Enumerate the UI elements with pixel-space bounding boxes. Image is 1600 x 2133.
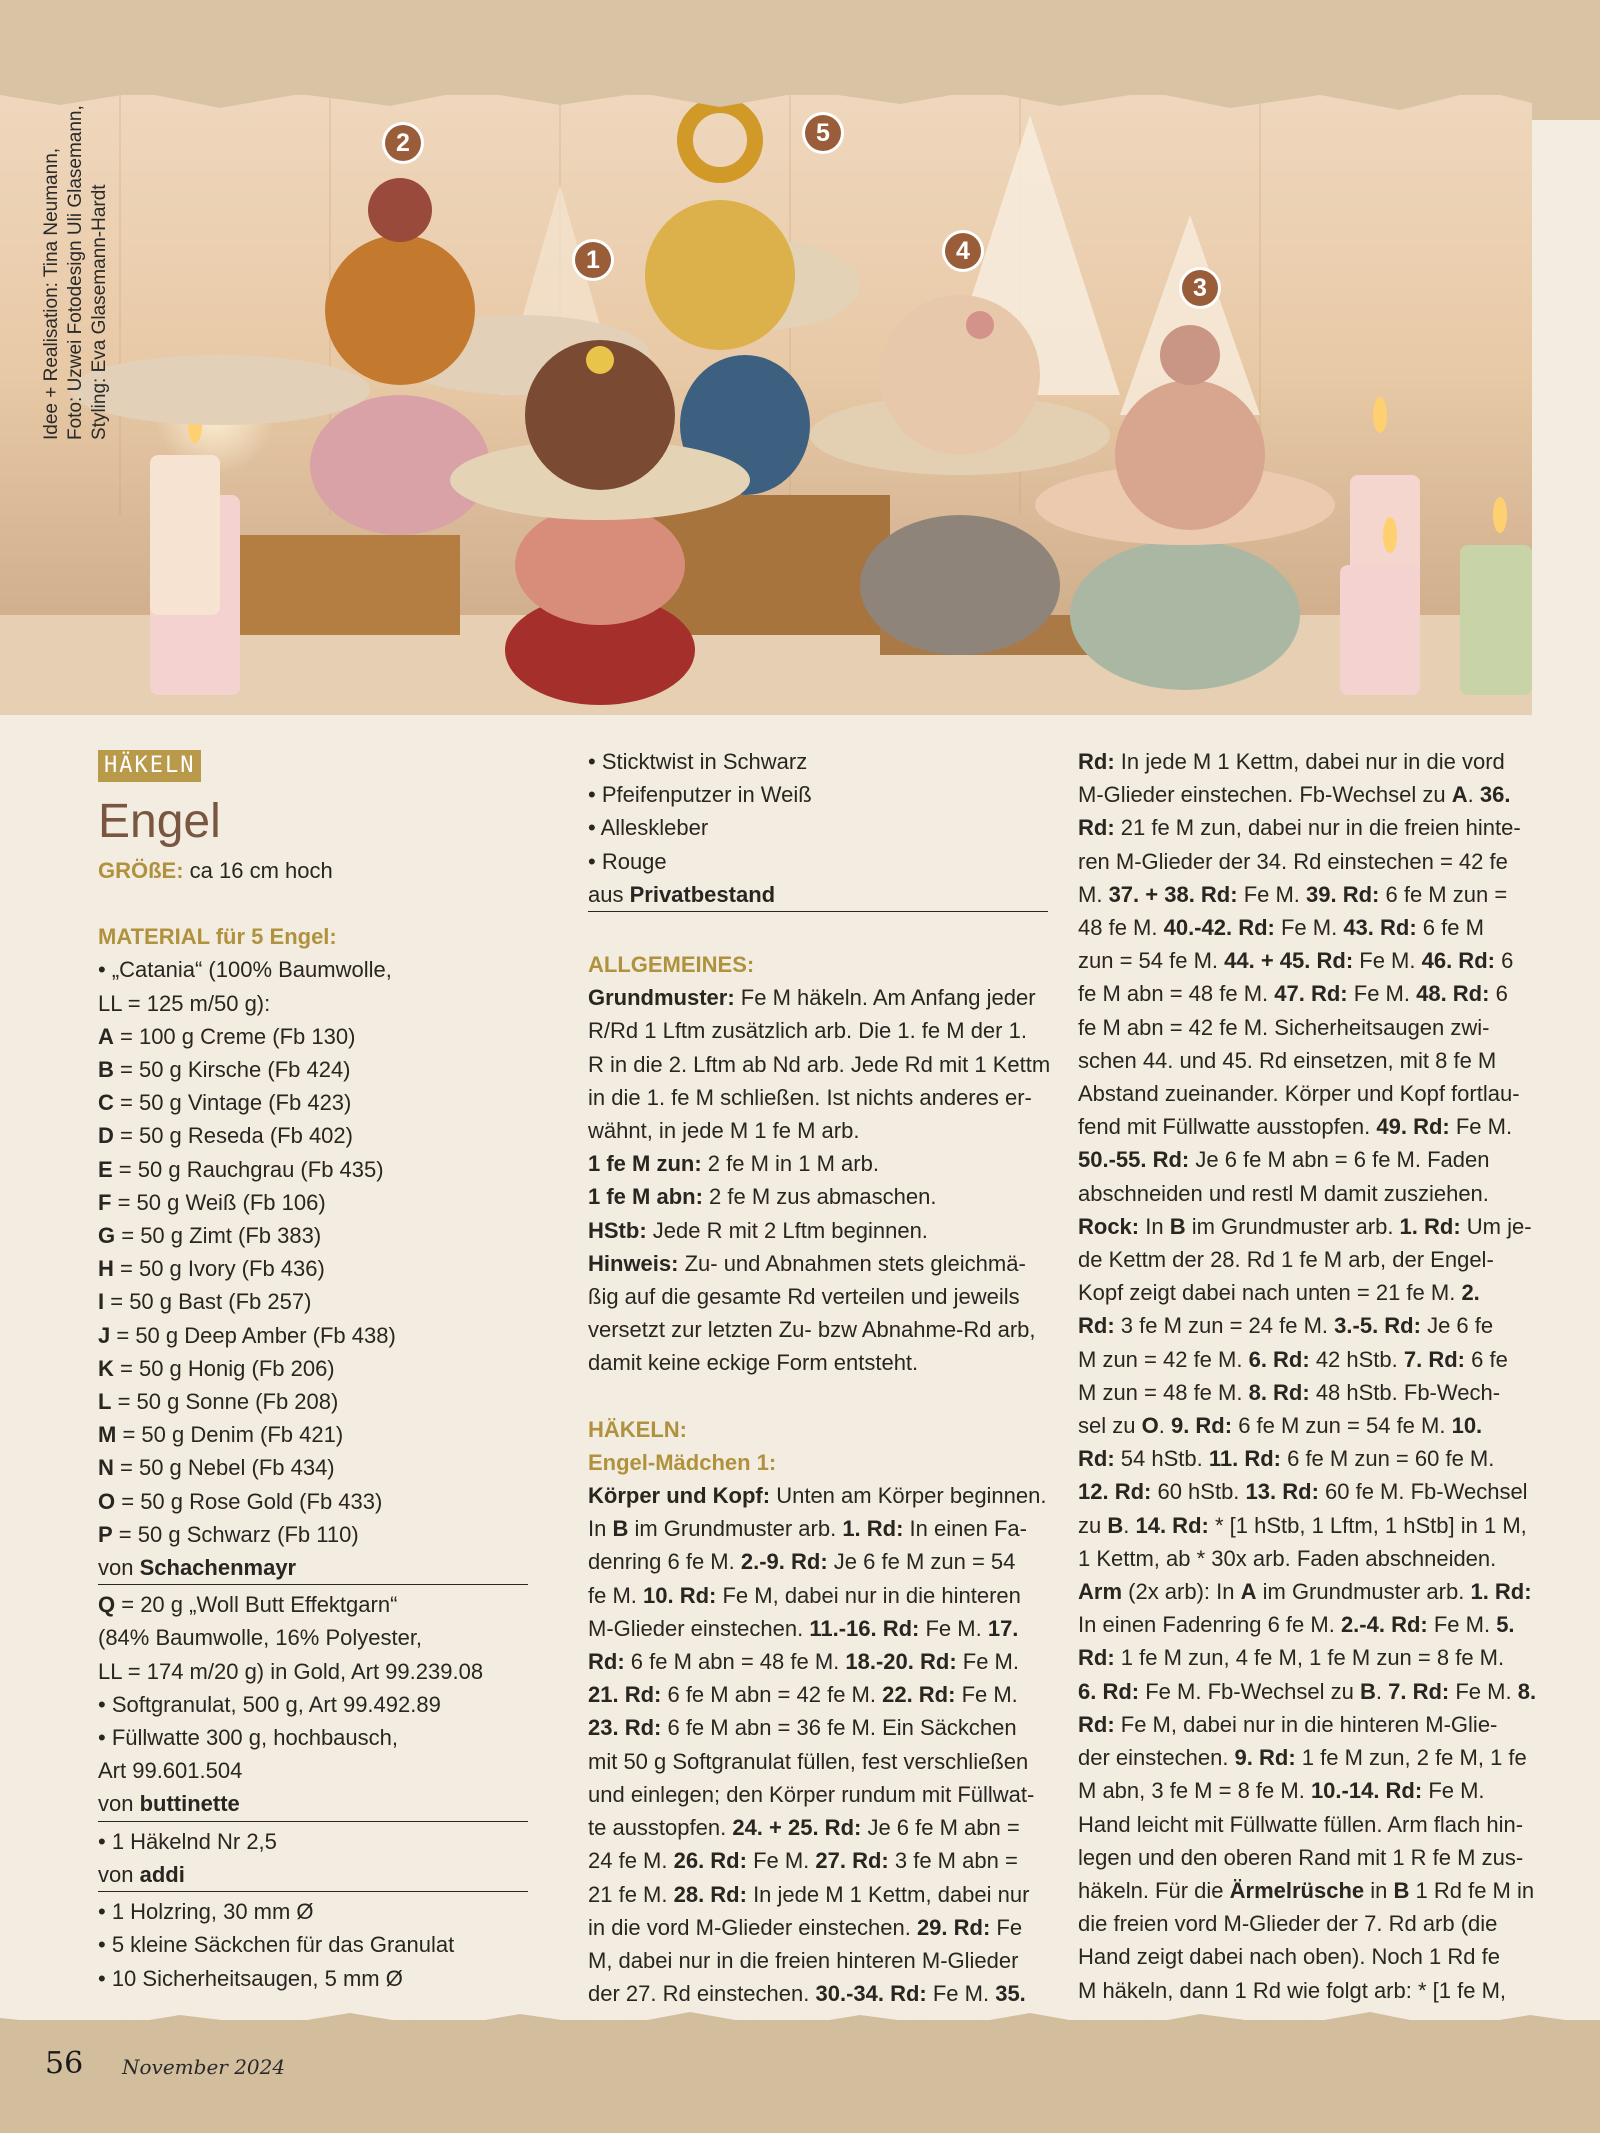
text-line: 1 fe M abn: 2 fe M zus abmaschen. [588,1184,937,1210]
credit-line: Styling: Eva Glasemann-Hardt [89,184,110,440]
text-line: Rd: 54 hStb. 11. Rd: 6 fe M zun = 60 fe M. [1078,1446,1495,1472]
general-text [588,981,1051,1379]
text-line: ren M-Glieder der 34. Rd einstechen = 42 fe [1078,848,1508,874]
text-line: Rd: 21 fe M zun, dabei nur in die freien hinte- [1078,815,1521,841]
text-line: Hand leicht mit Füllwatte füllen. Arm flach hin- [1078,1811,1524,1837]
text-line: Abstand zueinander. Körper und Kopf fortlau- [1078,1081,1520,1107]
text-line: Rd: Fe M, dabei nur in die hinteren M-Glie- [1078,1711,1498,1737]
text-line: Rd: 3 fe M zun = 24 fe M. 3.-5. Rd: Je 6 fe [1078,1313,1494,1339]
text-line: HStb: Jede R mit 2 Lftm beginnen. [588,1217,928,1243]
column-general [588,745,1051,2010]
material-line: L = 50 g Sonne (Fb 208) [98,1389,339,1415]
material-line: G = 50 g Zimt (Fb 383) [98,1223,322,1249]
issue-date: November 2024 [122,2055,286,2079]
text-line: der einstechen. 9. Rd: 1 fe M zun, 2 fe M, 1 fe [1078,1745,1527,1771]
text-line: und einlegen; den Körper rundum mit Füllwat- [588,1781,1035,1807]
text-line: mit 50 g Softgranulat füllen, fest verschließen [588,1748,1029,1774]
column-instructions [1078,745,1538,2007]
badge-3: 3 [1182,270,1218,306]
material-line: P = 50 g Schwarz (Fb 110) [98,1521,359,1547]
text-line: te ausstopfen. 24. + 25. Rd: Je 6 fe M abn = [588,1815,1020,1841]
angels-photo [0,95,1532,715]
text-line: sel zu O. 9. Rd: 6 fe M zun = 54 fe M. 10. [1078,1413,1483,1439]
page-title: Engel [98,795,221,848]
supplier-buttinette: von buttinette [98,1787,528,1821]
text-line: legen und den oberen Rand mit 1 R fe M zus- [1078,1844,1524,1870]
material-line: (84% Baumwolle, 16% Polyester, [98,1625,423,1651]
material-line: Art 99.601.504 [98,1758,243,1784]
material-line: B = 50 g Kirsche (Fb 424) [98,1057,351,1083]
text-line: Hand zeigt dabei nach oben). Noch 1 Rd fe [1078,1944,1500,1970]
text-line: fe M. 10. Rd: Fe M, dabei nur in die hinteren [588,1582,1021,1608]
badge-4: 4 [945,233,981,269]
text-line: damit keine eckige Form entsteht. [588,1350,919,1376]
yarn-list [98,1020,528,1551]
material-line: LL = 174 m/20 g) in Gold, Art 99.239.08 [98,1658,484,1684]
text-line: Arm (2x arb): In A im Grundmuster arb. 1. Rd: [1078,1579,1532,1605]
material-line: • Füllwatte 300 g, hochbausch, [98,1725,398,1751]
haekeln-heading: HÄKELN: [588,1416,687,1442]
text-line: in die 1. fe M schließen. Ist nichts anderes er- [588,1084,1032,1110]
material-line: Q = 20 g „Woll Butt Effektgarn“ [98,1592,398,1618]
instructions-text-continued [1078,745,1538,2007]
material-line: E = 50 g Rauchgrau (Fb 435) [98,1156,384,1182]
material-line: N = 50 g Nebel (Fb 434) [98,1455,335,1481]
torn-edge-top [0,60,1600,130]
text-line: zun = 54 fe M. 44. + 45. Rd: Fe M. 46. Rd: 6 [1078,948,1514,974]
maedchen-heading: Engel-Mädchen 1: [588,1449,777,1475]
material-line: H = 50 g Ivory (Fb 436) [98,1256,325,1282]
text-line: M zun = 42 fe M. 6. Rd: 42 hStb. 7. Rd: 6 fe [1078,1346,1508,1372]
size-line: GRÖßE: ca 16 cm hoch [98,858,333,883]
text-line: M-Glieder einstechen. Fb-Wechsel zu A. 36. [1078,782,1511,808]
text-line: Hinweis: Zu- und Abnahmen stets gleichmä- [588,1250,1026,1276]
text-line: In B im Grundmuster arb. 1. Rd: In einen Fa- [588,1516,1027,1542]
text-line: versetzt zur letzten Zu- bzw Abnahme-Rd arb, [588,1317,1036,1343]
text-line: der 27. Rd einstechen. 30.-34. Rd: Fe M. 35. [588,1981,1026,2007]
extra-material-list [98,1588,528,1787]
text-line: Rock: In B im Grundmuster arb. 1. Rd: Um je- [1078,1213,1532,1239]
material-line: • Sticktwist in Schwarz [588,749,808,774]
text-line: fend mit Füllwatte ausstopfen. 49. Rd: Fe M. [1078,1114,1513,1140]
text-line: die freien vord M-Glieder der 7. Rd arb (die [1078,1911,1498,1937]
text-line: M zun = 48 fe M. 8. Rd: 48 hStb. Fb-Wech- [1078,1379,1501,1405]
badge-1: 1 [575,242,611,278]
material-line: M = 50 g Denim (Fb 421) [98,1422,344,1448]
text-line: M häkeln, dann 1 Rd wie folgt arb: * [1 fe M, [1078,1977,1507,2003]
text-line: Rd: In jede M 1 Kettm, dabei nur in die vord [1078,749,1505,774]
material-line: • Alleskleber [588,815,709,841]
text-line: 23. Rd: 6 fe M abn = 36 fe M. Ein Säckchen [588,1715,1017,1741]
material-line: A = 100 g Creme (Fb 130) [98,1023,356,1049]
text-line: abschneiden und restl M damit zusziehen. [1078,1180,1489,1206]
extra-line: • 5 kleine Säckchen für das Granulat [98,1932,455,1958]
material-line: LL = 125 m/50 g): [98,990,271,1016]
text-line: in die vord M-Glieder einstechen. 29. Rd: Fe [588,1914,1023,1940]
text-line: häkeln. Für die Ärmelrüsche in B 1 Rd fe M in [1078,1877,1535,1903]
material-line: J = 50 g Deep Amber (Fb 438) [98,1322,396,1348]
photo-credits [40,105,112,440]
text-line: In einen Fadenring 6 fe M. 2.-4. Rd: Fe M. 5. [1078,1612,1515,1638]
angels-illustration [0,95,1532,715]
text-line: ßig auf die gesamte Rd verteilen und jeweils [588,1284,1020,1310]
text-line: M-Glieder einstechen. 11.-16. Rd: Fe M. 17. [588,1615,1019,1641]
text-line: Körper und Kopf: Unten am Körper beginnen. [588,1483,1047,1509]
extra-line: • 10 Sicherheitsaugen, 5 mm Ø [98,1965,403,1991]
material-line: O = 50 g Rose Gold (Fb 433) [98,1488,383,1514]
text-line: 1 Kettm, ab * 30x arb. Faden abschneiden. [1078,1545,1497,1571]
credit-line: Foto: Uzwei Fotodesign Uli Glasemann, [65,105,86,440]
text-line: fe M abn = 42 fe M. Sicherheitsaugen zwi- [1078,1014,1490,1040]
extra-line: • 1 Holzring, 30 mm Ø [98,1899,314,1925]
text-line: Rd: 1 fe M zun, 4 fe M, 1 fe M zun = 8 fe M. [1078,1645,1505,1671]
text-line: Grundmuster: Fe M häkeln. Am Anfang jeder [588,985,1036,1011]
text-line: M abn, 3 fe M = 8 fe M. 10.-14. Rd: Fe M. [1078,1778,1485,1804]
text-line: zu B. 14. Rd: * [1 hStb, 1 Lftm, 1 hStb] in 1 M, [1078,1512,1527,1538]
text-line: 1 fe M zun: 2 fe M in 1 M arb. [588,1151,879,1177]
material-line: D = 50 g Reseda (Fb 402) [98,1123,353,1149]
supplier-addi: von addi [98,1858,528,1892]
text-line: 6. Rd: Fe M. Fb-Wechsel zu B. 7. Rd: Fe M. 8. [1078,1678,1537,1704]
text-line: schen 44. und 45. Rd einsetzen, mit 8 fe M [1078,1047,1497,1073]
text-line: R in die 2. Lftm ab Nd arb. Jede Rd mit 1 Kettm [588,1051,1051,1077]
text-line: 12. Rd: 60 hStb. 13. Rd: 60 fe M. Fb-Wechsel [1078,1479,1528,1505]
material-line: • Pfeifenputzer in Weiß [588,782,812,808]
text-line: wähnt, in jede M 1 fe M arb. [588,1118,860,1144]
text-line: 50.-55. Rd: Je 6 fe M abn = 6 fe M. Faden [1078,1147,1490,1173]
material-line: • Rouge [588,848,667,874]
supplier-schachenmayr: von Schachenmayr [98,1551,528,1585]
text-line: Rd: 6 fe M abn = 48 fe M. 18.-20. Rd: Fe M. [588,1649,1019,1675]
section-tag: HÄKELN [98,750,201,782]
text-line: denring 6 fe M. 2.-9. Rd: Je 6 fe M zun = 54 [588,1549,1016,1575]
credit-line: Idee + Realisation: Tina Neumann, [41,147,62,440]
instructions-text [588,1479,1048,2010]
text-line: 48 fe M. 40.-42. Rd: Fe M. 43. Rd: 6 fe M [1078,915,1484,941]
text-line: Kopf zeigt dabei nach unten = 21 fe M. 2. [1078,1280,1480,1306]
text-line: M. 37. + 38. Rd: Fe M. 39. Rd: 6 fe M zun = [1078,881,1508,907]
text-line: 21. Rd: 6 fe M abn = 42 fe M. 22. Rd: Fe M. [588,1682,1018,1708]
material-line: • „Catania“ (100% Baumwolle, [98,957,392,983]
material-line: I = 50 g Bast (Fb 257) [98,1289,312,1315]
material-line: C = 50 g Vintage (Fb 423) [98,1090,352,1116]
material-line: K = 50 g Honig (Fb 206) [98,1355,335,1381]
text-line: R/Rd 1 Lftm zusätzlich arb. Die 1. fe M der 1. [588,1018,1027,1044]
allgemeines-heading: ALLGEMEINES: [588,952,755,978]
supplier-privatbestand: aus Privatbestand [588,878,1048,912]
badge-5: 5 [805,115,841,151]
material-heading: MATERIAL für 5 Engel: [98,924,337,950]
text-line: fe M abn = 48 fe M. 47. Rd: Fe M. 48. Rd: 6 [1078,981,1508,1007]
material-line: F = 50 g Weiß (Fb 106) [98,1189,326,1215]
text-line: 24 fe M. 26. Rd: Fe M. 27. Rd: 3 fe M abn = [588,1848,1018,1874]
text-line: M, dabei nur in die freien hinteren M-Glieder [588,1947,1019,1973]
material-line: • Softgranulat, 500 g, Art 99.492.89 [98,1691,441,1717]
column-material [98,745,528,1995]
text-line: de Kettm der 28. Rd 1 fe M arb, der Engel- [1078,1247,1494,1273]
page-number: 56 [45,2046,84,2081]
hook-line: • 1 Häkelnd Nr 2,5 [98,1828,277,1854]
badge-2: 2 [385,125,421,161]
text-line: 21 fe M. 28. Rd: In jede M 1 Kettm, dabei nur [588,1881,1030,1907]
